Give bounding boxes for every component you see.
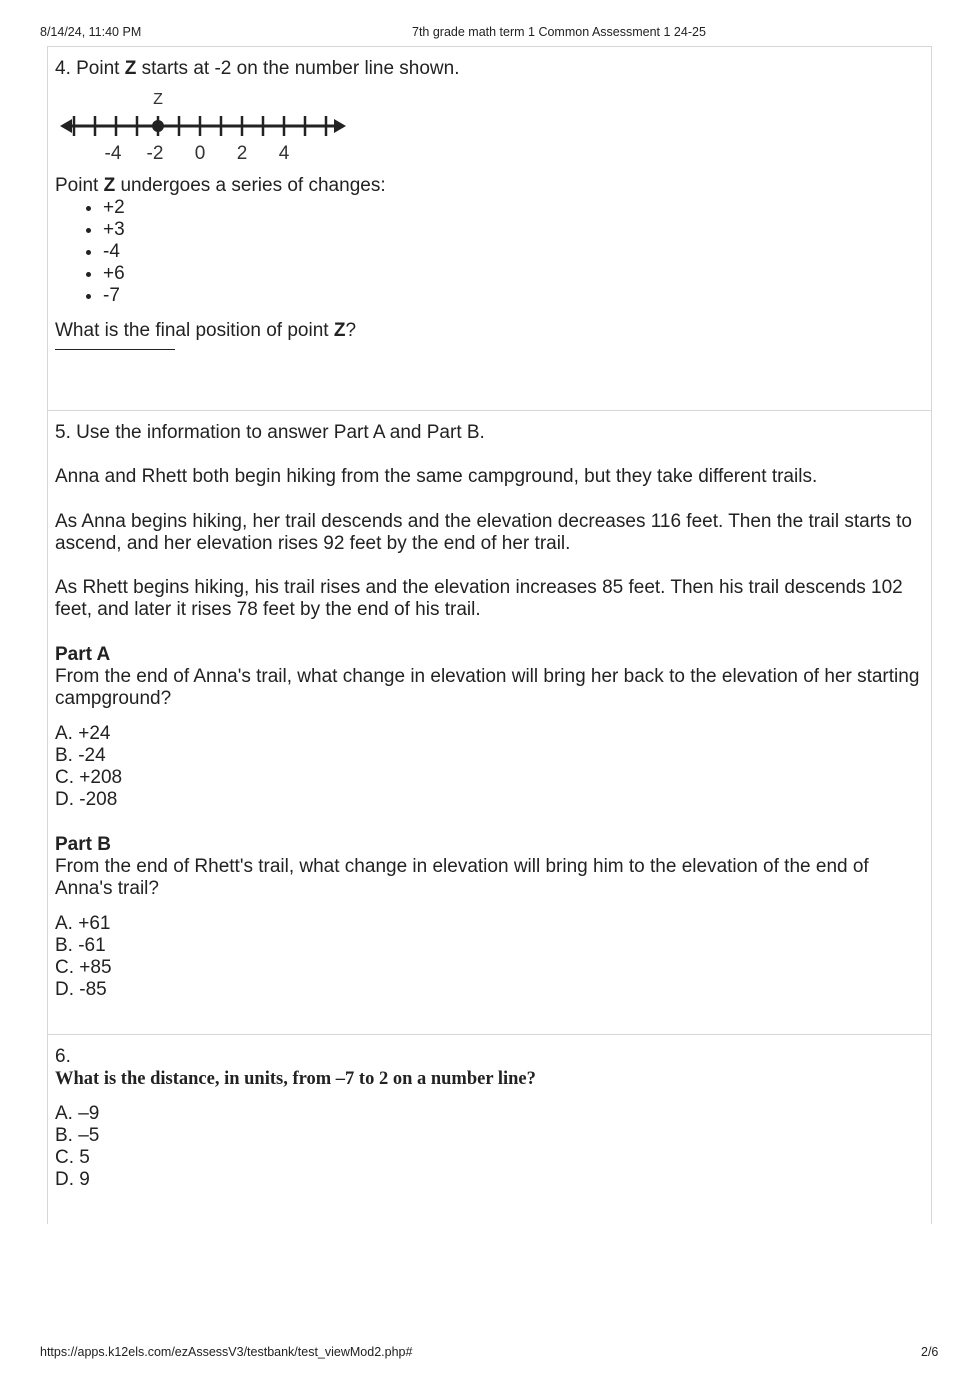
change-item: • -7	[103, 285, 923, 307]
question-6	[48, 1046, 931, 1191]
part-b-question: From the end of Rhett's trail, what change in elevation will bring him to the elevation of the end of Anna's trail?	[55, 856, 869, 899]
answer-choice[interactable]: C. 5	[55, 1147, 90, 1168]
answer-choice[interactable]: D. 9	[55, 1169, 90, 1190]
answer-choice[interactable]: B. –5	[55, 1125, 100, 1146]
q6-question: What is the distance, in units, from –7 to 2 on a number line?	[55, 1069, 536, 1089]
changes-list	[55, 197, 923, 307]
question-4	[48, 58, 931, 350]
answer-choice[interactable]: D. -85	[55, 979, 107, 1000]
right-arrowhead	[334, 119, 346, 133]
document-title: 7th grade math term 1 Common Assessment 1 24-25	[412, 25, 706, 39]
q4-question: What is the final position of point Z?	[55, 320, 357, 341]
page-number: 2/6	[921, 1345, 939, 1359]
question-5	[48, 422, 931, 1001]
q4-stem: 4. Point Z starts at -2 on the number line shown.	[55, 58, 460, 79]
answer-choice[interactable]: A. –9	[55, 1103, 100, 1124]
answer-choice[interactable]: B. -24	[55, 745, 106, 766]
change-item: • +3	[103, 219, 923, 241]
number-line-tick-label: 4	[278, 143, 290, 164]
point-z-dot	[152, 120, 164, 132]
divider	[48, 1034, 931, 1035]
left-arrowhead	[60, 119, 72, 133]
page-url: https://apps.k12els.com/ezAssessV3/testbank/test_viewMod2.php#	[40, 1345, 413, 1359]
part-a-question: From the end of Anna's trail, what change in elevation will bring her back to the elevation of her starting campground?	[55, 666, 920, 709]
part-b-choices	[55, 913, 923, 1001]
print-datetime: 8/14/24, 11:40 PM	[40, 25, 142, 39]
answer-choice[interactable]: A. +24	[55, 723, 111, 744]
answer-choice[interactable]: A. +61	[55, 913, 111, 934]
part-a-choices	[55, 723, 923, 811]
part-b-title: Part B	[55, 834, 111, 855]
number-line-tick-label: -2	[146, 143, 164, 164]
number-line-tick-label: 0	[194, 143, 206, 164]
answer-choice[interactable]: C. +85	[55, 957, 112, 978]
change-item: • +6	[103, 263, 923, 285]
questions-frame	[47, 46, 932, 1224]
q6-choices	[55, 1103, 923, 1191]
number-line-tick-label: -4	[104, 143, 122, 164]
q5-paragraph-2: As Anna begins hiking, her trail descends and the elevation decreases 116 feet. Then the trail starts to ascend, and her elevation rises 92 feet by the end of her trail.	[55, 511, 912, 554]
change-item: • +2	[103, 197, 923, 219]
q5-intro: 5. Use the information to answer Part A and Part B.	[55, 422, 485, 443]
number-line-figure	[60, 89, 360, 169]
change-item: • -4	[103, 241, 923, 263]
q6-number: 6.	[55, 1046, 71, 1067]
q4-changes-intro: Point Z undergoes a series of changes:	[55, 175, 386, 196]
answer-choice[interactable]: D. -208	[55, 789, 118, 810]
divider	[48, 410, 931, 411]
q5-paragraph-3: As Rhett begins hiking, his trail rises and the elevation increases 85 feet. Then his trail descends 102 feet, and later it rises 78 feet by the end of his trail.	[55, 577, 903, 620]
point-z-label: Z	[153, 91, 163, 108]
answer-choice[interactable]: B. -61	[55, 935, 106, 956]
number-line-tick-label: 2	[236, 143, 248, 164]
part-a-title: Part A	[55, 644, 111, 665]
answer-choice[interactable]: C. +208	[55, 767, 123, 788]
answer-blank	[55, 349, 175, 350]
q5-paragraph-1: Anna and Rhett both begin hiking from the same campground, but they take different trails.	[55, 466, 818, 487]
